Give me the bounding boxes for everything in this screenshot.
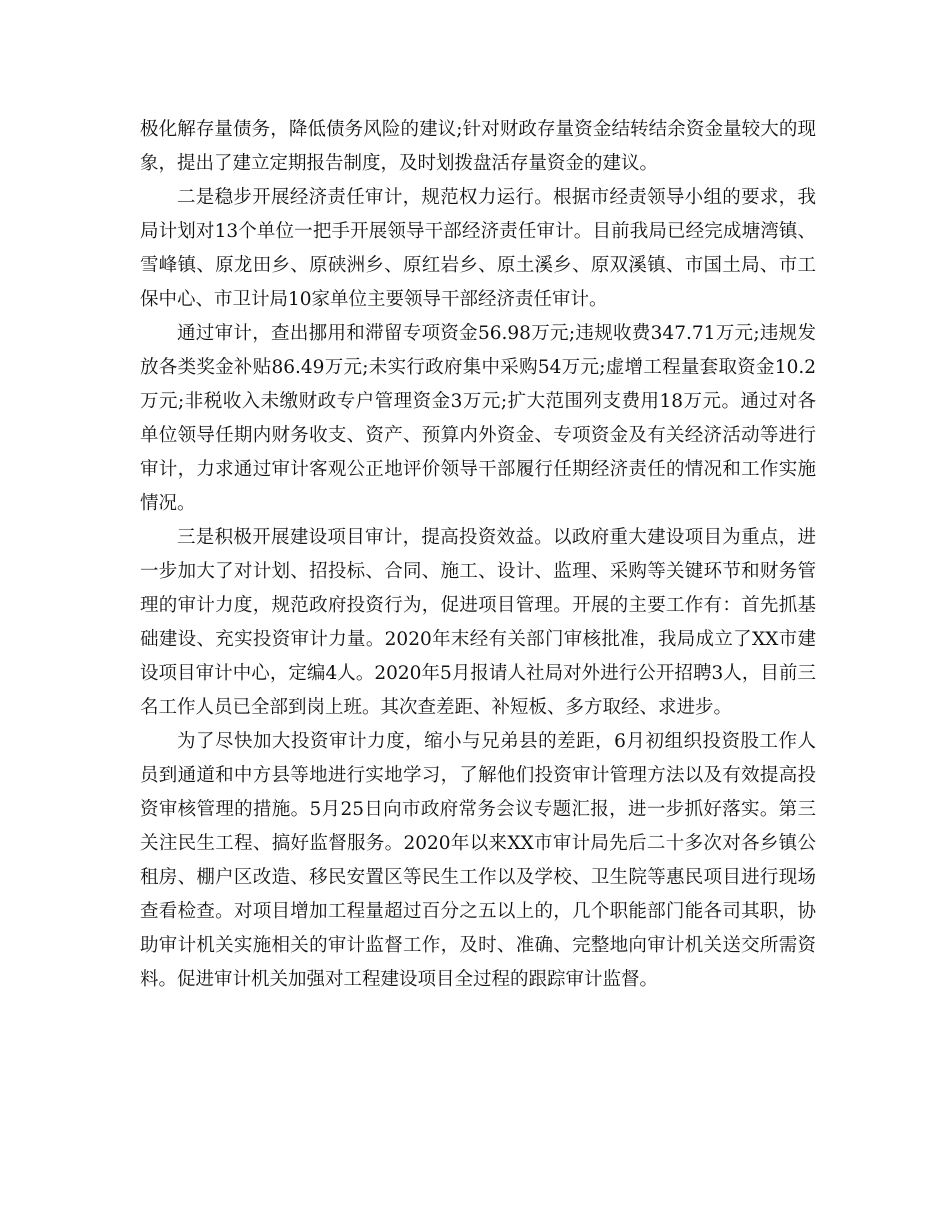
paragraph-investment-audit-measures: 为了尽快加大投资审计力度，缩小与兄弟县的差距，6月初组织投资股工作人员到通道和中方县等地进行实地学习，了解他们投资审计管理方法以及有效提高投资审核管理的措施。5月25日向市政府常务会议专题汇报，进一步抓好落实。第三关注民生工程、搞好监督服务。2020年以来XX市审计局先后二十多次对各乡镇公租房、棚户区改造、移民安置区等民生工作以及学校、卫生院等惠民项目进行现场查看检查。对项目增加工程量超过百分之五以上的，几个职能部门能各司其职，协助审计机关实施相关的审计监督工作，及时、准确、完整地向审计机关送交所需资料。促进审计机关加强对工程建设项目全过程的跟踪审计监督。 <box>140 731 816 990</box>
paragraph-construction-project-audit: 三是积极开展建设项目审计，提高投资效益。以政府重大建设项目为重点，进一步加大了对计划、招投标、合同、施工、设计、监理、采购等关键环节和财务管理的审计力度，规范政府投资行为，促进项目管理。开展的主要工作有：首先抓基础建设、充实投资审计力量。2020年末经有关部门审核批准，我局成立了XX市建设项目审计中心，定编4人。2020年5月报请人社局对外进行公开招聘3人，目前三名工作人员已全部到岗上班。其次查差距、补短板、多方取经、求进步。 <box>140 527 816 718</box>
document-body <box>140 113 816 997</box>
paragraph-audit-findings: 通过审计，查出挪用和滞留专项资金56.98万元;违规收费347.71万元;违规发放各类奖金补贴86.49万元;未实行政府集中采购54万元;虚增工程量套取资金10.2万元;非税收入未缴财政专户管理资金3万元;扩大范围列支费用18万元。通过对各单位领导任期内财务收支、资产、预算内外资金、专项资金及有关经济活动等进行审计，力求通过审计客观公正地评价领导干部履行任期经济责任的情况和工作实施情况。 <box>140 323 816 514</box>
paragraph-continuation: 极化解存量债务，降低债务风险的建议;针对财政存量资金结转结余资金量较大的现象，提出了建立定期报告制度，及时划拨盘活存量资金的建议。 <box>140 119 816 174</box>
paragraph-economic-responsibility-audit: 二是稳步开展经济责任审计，规范权力运行。根据市经责领导小组的要求，我局计划对13个单位一把手开展领导干部经济责任审计。目前我局已经完成塘湾镇、雪峰镇、原龙田乡、原硖洲乡、原红岩乡、原土溪乡、原双溪镇、市国土局、市工保中心、市卫计局10家单位主要领导干部经济责任审计。 <box>140 187 816 310</box>
